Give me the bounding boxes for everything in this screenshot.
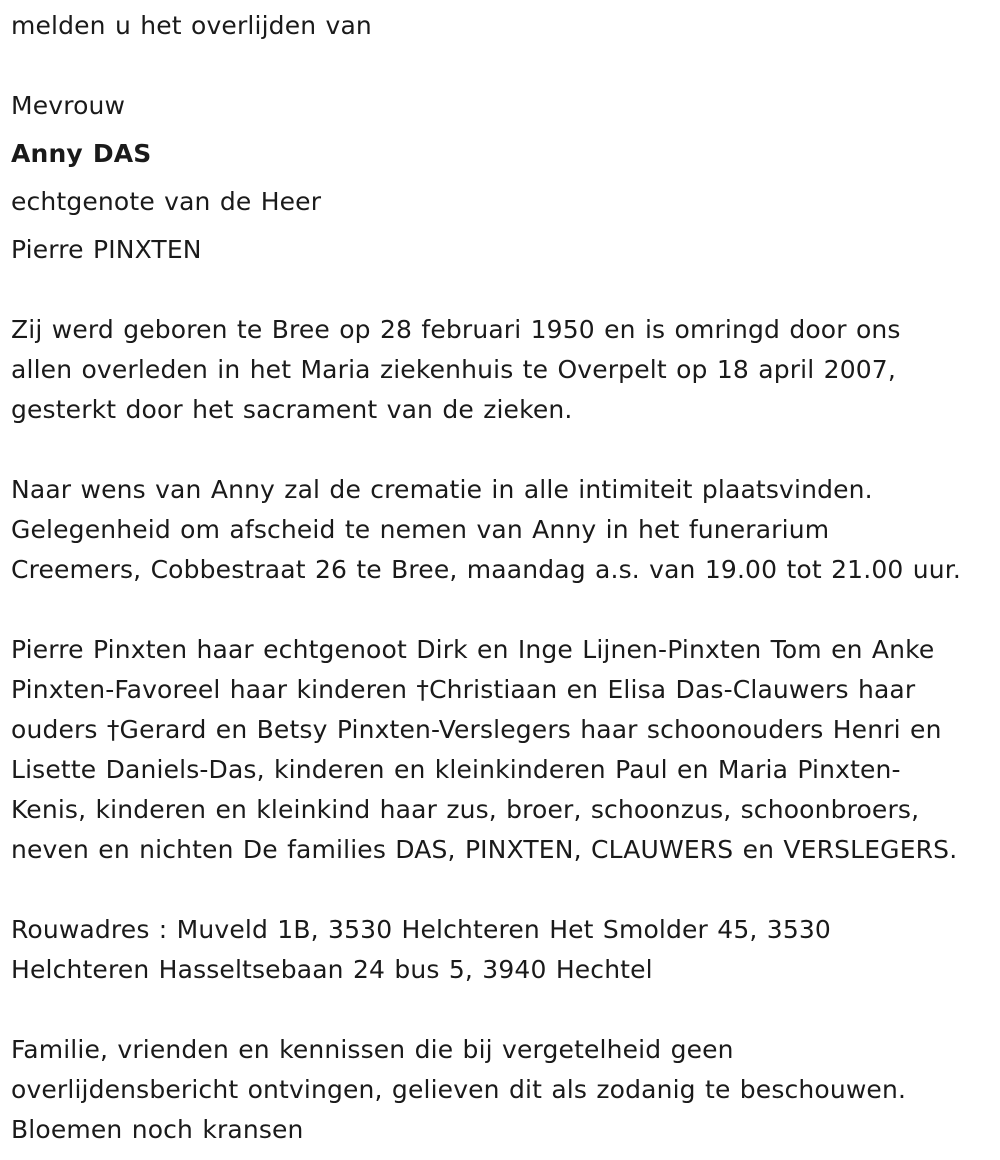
paragraph-line: Creemers, Cobbestraat 26 te Bree, maandag a.s. van 19.00 tot 21.00 uur. — [11, 555, 961, 584]
paragraph-line: Naar wens van Anny zal de crematie in alle intimiteit plaatsvinden. — [11, 475, 873, 504]
paragraph-line: Pierre Pinxten haar echtgenoot Dirk en Inge Lijnen-Pinxten Tom en Anke — [11, 635, 935, 664]
intro-text: melden u het overlijden van — [11, 11, 372, 40]
paragraph-family — [11, 630, 996, 870]
paragraph-line: Kenis, kinderen en kleinkind haar zus, broer, schoonzus, schoonbroers, — [11, 795, 920, 824]
paragraph-line: Familie, vrienden en kennissen die bij vergetelheid geen — [11, 1035, 734, 1064]
paragraph-address — [11, 910, 996, 990]
paragraph-line: overlijdensbericht ontvingen, gelieven dit als zodanig te beschouwen. — [11, 1075, 907, 1104]
spouse-name: Pierre PINXTEN — [11, 235, 202, 264]
paragraph-cremation — [11, 470, 996, 590]
paragraph-line: Lisette Daniels-Das, kinderen en kleinkinderen Paul en Maria Pinxten- — [11, 755, 901, 784]
paragraph-birth-death — [11, 310, 996, 430]
deceased-title: Mevrouw — [11, 91, 126, 120]
paragraph-line: Gelegenheid om afscheid te nemen van Anny in het funerarium — [11, 515, 830, 544]
paragraph-line: neven en nichten De families DAS, PINXTEN, CLAUWERS en VERSLEGERS. — [11, 835, 958, 864]
paragraph-line: allen overleden in het Maria ziekenhuis te Overpelt op 18 april 2007, — [11, 355, 896, 384]
paragraph-line: ouders †Gerard en Betsy Pinxten-Verslegers haar schoonouders Henri en — [11, 715, 942, 744]
deceased-name: Anny DAS — [11, 139, 152, 168]
paragraph-line: Zij werd geboren te Bree op 28 februari 1950 en is omringd door ons — [11, 315, 901, 344]
paragraph-line: Rouwadres : Muveld 1B, 3530 Helchteren Het Smolder 45, 3530 — [11, 915, 831, 944]
relation-text: echtgenote van de Heer — [11, 187, 322, 216]
paragraph-line: Bloemen noch kransen — [11, 1115, 304, 1144]
paragraph-line: Helchteren Hasseltsebaan 24 bus 5, 3940 Hechtel — [11, 955, 653, 984]
paragraph-line: gesterkt door het sacrament van de zieken. — [11, 395, 573, 424]
paragraph-line: Pinxten-Favoreel haar kinderen †Christiaan en Elisa Das-Clauwers haar — [11, 675, 916, 704]
paragraph-notice — [11, 1030, 996, 1150]
